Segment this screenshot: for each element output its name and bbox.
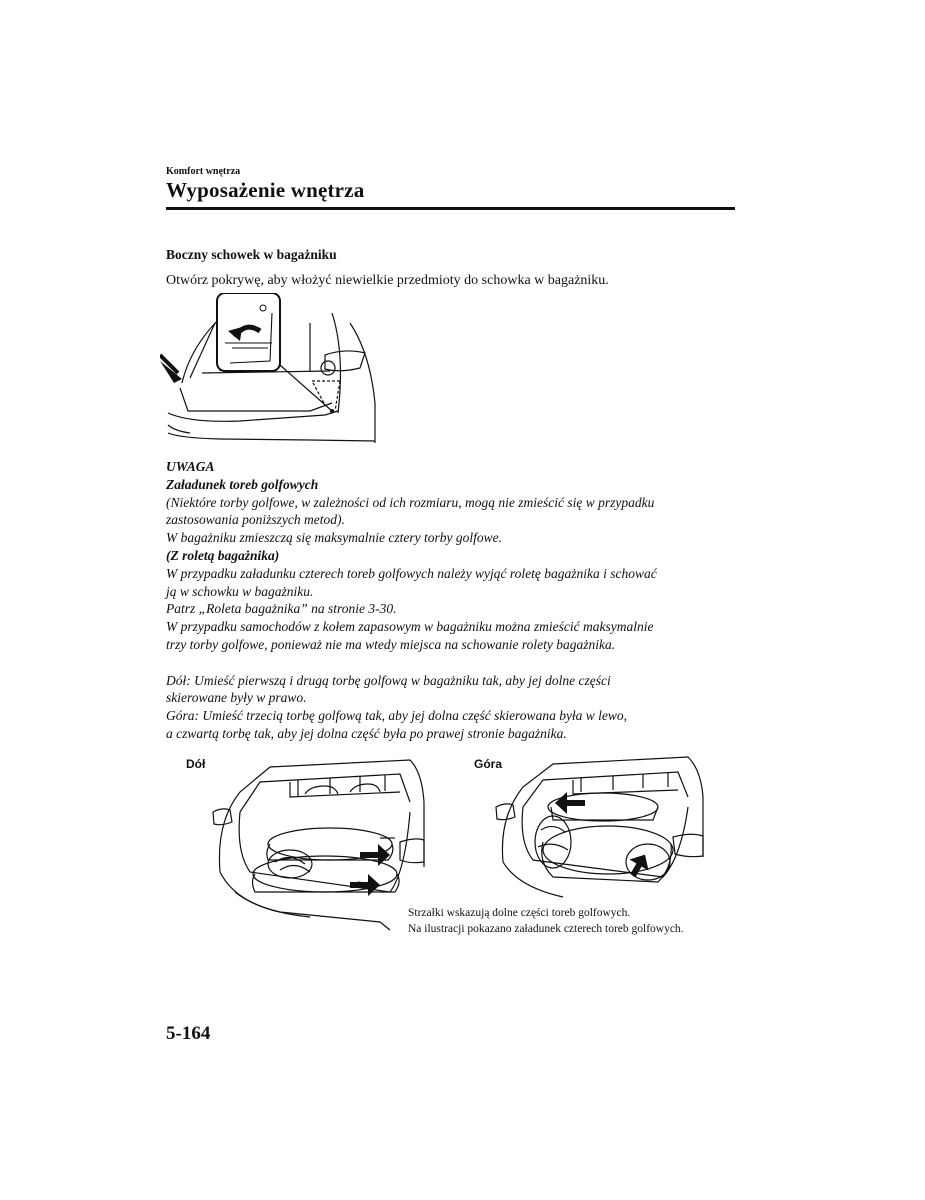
note-line: Góra: Umieść trzecią torbę golfową tak, aby jej dolna część skierowana była w lewo, [166,708,628,724]
intro-text: Otwórz pokrywę, aby włożyć niewielkie przedmioty do schowka w bagażniku. [166,273,609,288]
golf-bags-top-illustration [493,752,718,907]
note-line: zastosowania poniższych metod). [166,512,345,528]
section-label: Komfort wnętrza [166,166,241,177]
figure-caption [408,906,684,937]
note-line: skierowane były w prawo. [166,690,307,706]
figure-label-bottom: Dół [186,757,206,771]
note-line: ją w schowku w bagażniku. [166,583,314,599]
note-line: a czwartą torbę tak, aby jej dolna część była po prawej stronie bagażnika. [166,725,567,741]
note-line: W bagażniku zmieszczą się maksymalnie cztery torby golfowe. [166,530,502,546]
note-line: W przypadku załadunku czterech toreb golfowych należy wyjąć roletę bagażnika i schować [166,565,657,581]
page-number: 5-164 [166,1023,211,1044]
note-line: W przypadku samochodów z kołem zapasowym w bagażniku można zmieścić maksymalnie [166,619,654,635]
page-title: Wyposażenie wnętrza [166,178,365,202]
title-rule [166,207,735,210]
side-storage-illustration [160,293,385,448]
note-line: Patrz „Roleta bagażnika” na stronie 3-30. [166,601,397,617]
subheading: Boczny schowek w bagażniku [166,247,337,262]
golf-bags-bottom-illustration [210,752,435,932]
caption-line: Strzałki wskazują dolne części toreb golfowych. [408,907,631,919]
note-line: trzy torby golfowe, ponieważ nie ma wtedy miejsca na schowanie rolety bagażnika. [166,636,616,652]
note-block [166,458,736,743]
figure-label-top: Góra [474,757,503,771]
note-subheading: (Z roletą bagażnika) [166,547,280,563]
note-line: Dół: Umieść pierwszą i drugą torbę golfową w bagażniku tak, aby jej dolne części [166,672,611,688]
note-label: UWAGA [166,459,215,474]
note-heading: Załadunek toreb golfowych [166,476,319,492]
caption-line: Na ilustracji pokazano załadunek czterech toreb golfowych. [408,922,684,935]
note-line: (Niektóre torby golfowe, w zależności od ich rozmiaru, mogą nie zmieścić się w przypadku [166,494,655,510]
